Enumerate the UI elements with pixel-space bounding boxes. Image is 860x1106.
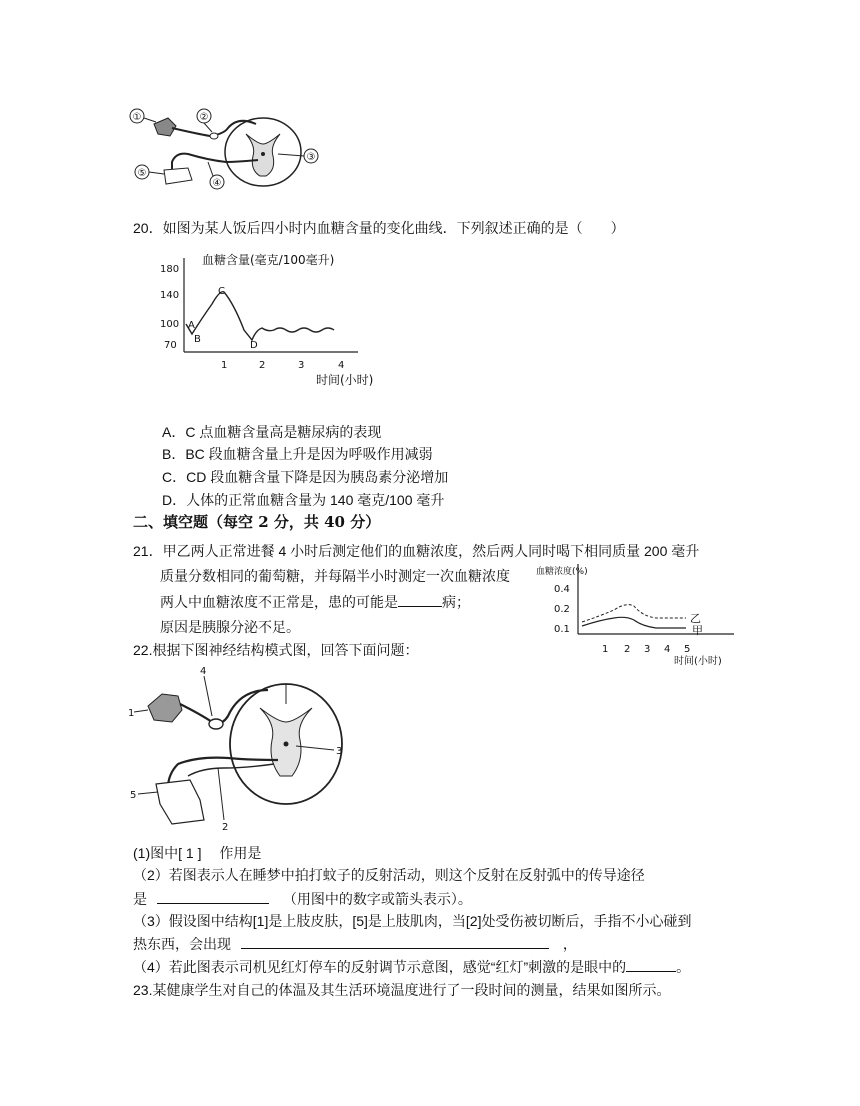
q22-p4 [133, 956, 690, 977]
q21-xtick-1: 1 [602, 644, 609, 655]
q20-option-a: A．C 点血糖含量高是糖尿病的表现 [162, 424, 382, 440]
q21-line4: 原因是胰腺分泌不足。 [160, 619, 300, 635]
q22-p3-line1: （3）假设图中结构[1]是上肢皮肤，[5]是上肢肌肉，当[2]处受伤被切断后，手指不小心碰到 [133, 913, 692, 929]
fig-top-label-2: ② [199, 112, 209, 123]
q20-point-d: D [250, 340, 258, 351]
q20-blood-sugar-chart [158, 248, 398, 394]
q22-p2-post: （用图中的数字或箭头表示）。 [282, 891, 472, 907]
q21-disease-blank[interactable] [398, 591, 442, 607]
q22-p4-text: （4）若此图表示司机见红灯停车的反射调节示意图，感觉“红灯”刺激的是眼中的 [133, 959, 627, 975]
q20-point-a: A [188, 320, 195, 331]
q22-p2-pre: 是 [133, 891, 147, 907]
q20-xlabel: 时间(小时) [316, 373, 374, 387]
q21-xlabel: 时间(小时) [674, 656, 722, 667]
q22-p1: (1)图中[ 1 ] 作用是 [133, 845, 262, 861]
q22-p4-end: 。 [676, 959, 691, 975]
q20-option-d: D．人体的正常血糖含量为 140 毫克/100 毫升 [162, 492, 445, 508]
q21-line3 [160, 591, 470, 612]
q22-p3-post: ， [562, 936, 577, 952]
q20-ytick-100: 100 [160, 319, 180, 330]
q21-series-jia-curve [582, 617, 686, 628]
q21-ytick-04: 0.4 [554, 584, 570, 595]
q20-point-c: C [218, 286, 225, 297]
q21-line3-text: 两人中血糖浓度不正常是，患的可能是 [160, 594, 398, 610]
q22-p3-line2 [133, 933, 577, 954]
q22-nerve-structure-figure [128, 664, 358, 836]
q20-stem: 20．如图为某人饭后四小时内血糖含量的变化曲线．下列叙述正确的是（ ） [133, 220, 625, 236]
q20-ytick-140: 140 [160, 290, 180, 301]
q20-ylabel: 血糖含量(毫克/100毫升) [202, 253, 335, 267]
q21-series-jia-label: 甲 [692, 624, 703, 637]
q20-xtick-3: 3 [298, 360, 305, 371]
q21-series-yi-label: 乙 [690, 612, 701, 625]
section-heading: 二、填空题（每空 2 分，共 40 分） [133, 513, 381, 531]
q20-xtick-1: 1 [221, 360, 228, 371]
q21-line1: 21．甲乙两人正常进餐 4 小时后测定他们的血糖浓度，然后两人同时喝下相同质量 200 毫升 [133, 543, 700, 559]
q21-line3-end: 病； [442, 594, 470, 610]
q20-blood-sugar-curve [186, 292, 334, 340]
q23-stem: 23.某健康学生对自己的体温及其生活环境温度进行了一段时间的测量，结果如图所示。 [133, 982, 671, 998]
fig-top-label-5: ⑤ [137, 168, 147, 179]
q22-fig-label-2: 2 [222, 822, 229, 833]
q22-fig-label-5: 5 [130, 790, 137, 801]
q20-xtick-4: 4 [338, 360, 345, 371]
q21-ytick-01: 0.1 [554, 624, 570, 635]
q22-eye-part-blank[interactable] [626, 956, 676, 972]
q22-fig-label-4: 4 [200, 666, 207, 677]
q21-blood-glucose-chart [534, 560, 744, 670]
q21-ylabel: 血糖浓度(%) [536, 567, 588, 577]
q22-stem: 22.根据下图神经结构模式图，回答下面问题： [133, 642, 419, 658]
fig-top-label-3: ③ [306, 152, 316, 163]
q20-option-c: C．CD 段血糖含量下降是因为胰岛素分泌增加 [162, 469, 449, 485]
q22-pathway-blank[interactable] [157, 888, 269, 904]
q22-fig-label-1: 1 [128, 708, 135, 719]
q22-p3-pre: 热东西，会出现 [133, 936, 231, 952]
q22-p2-line1: （2）若图表示人在睡梦中拍打蚊子的反射活动，则这个反射在反射弧中的传导途径 [133, 867, 645, 883]
q22-result-blank[interactable] [241, 933, 549, 949]
q20-ytick-180: 180 [160, 264, 180, 275]
fig-top-label-1: ① [132, 112, 142, 123]
q21-xtick-5: 5 [684, 644, 691, 655]
q20-xtick-2: 2 [259, 360, 266, 371]
q21-xtick-3: 3 [644, 644, 651, 655]
q20-option-b: B．BC 段血糖含量上升是因为呼吸作用减弱 [162, 446, 433, 462]
reflex-arc-figure-top [128, 104, 328, 194]
q20-point-b: B [194, 334, 201, 345]
q21-xtick-4: 4 [664, 644, 671, 655]
q21-ytick-02: 0.2 [554, 604, 570, 615]
q21-line2: 质量分数相同的葡萄糖，并每隔半小时测定一次血糖浓度 [160, 568, 510, 584]
q20-ytick-70: 70 [164, 340, 177, 351]
q21-xtick-2: 2 [624, 644, 631, 655]
q22-fig-label-3: 3 [336, 746, 343, 757]
fig-top-label-4: ④ [212, 178, 222, 189]
q22-p2-line2 [133, 888, 472, 909]
